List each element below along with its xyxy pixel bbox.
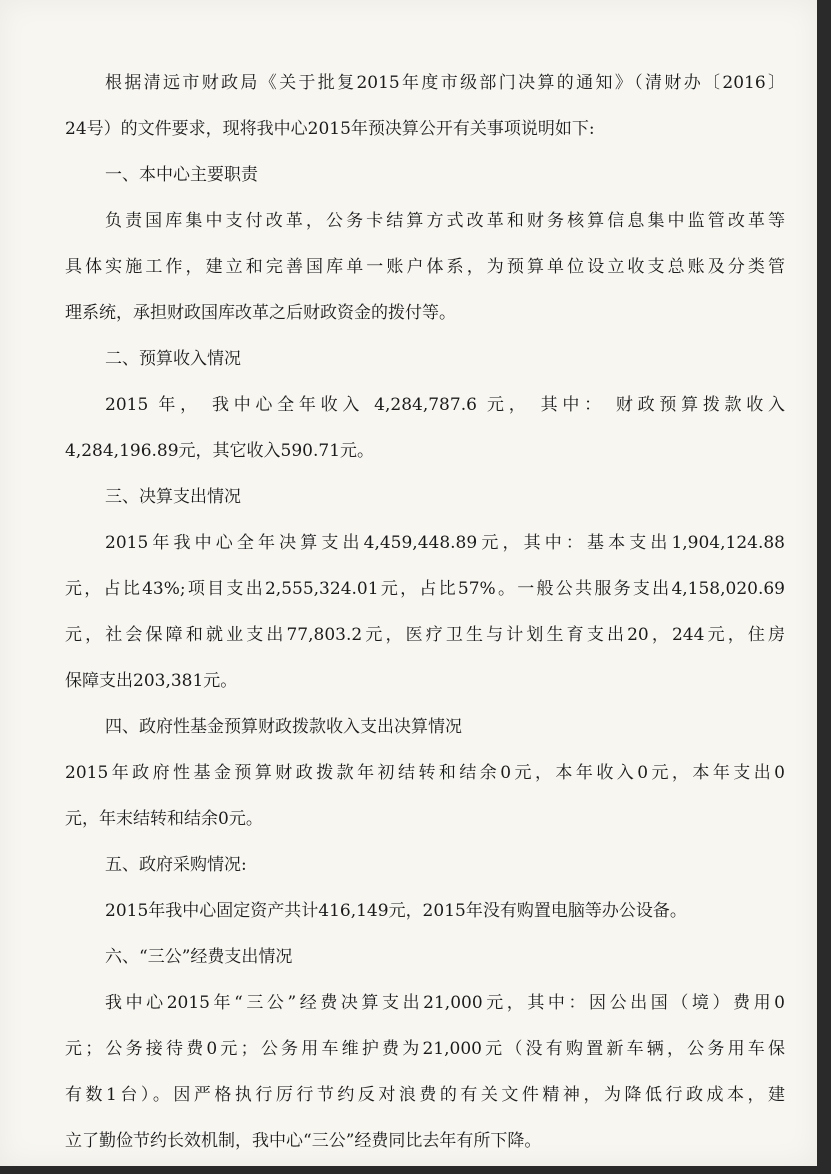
text-line: 4,284,196.89元，其它收入590.71元。 (65, 441, 375, 461)
text-line: 2015年政府性基金预算财政拨款年初结转和结余0元，本年收入0元，本年支出0 (65, 763, 785, 783)
text-line: 2015年我中心固定资产共计416,149元，2015年没有购置电脑等办公设备。 (105, 901, 687, 921)
text-line: 我中心2015年“三公”经费决算支出21,000元，其中：因公出国（境）费用0 (105, 993, 785, 1013)
text-line: 理系统，承担财政国库改革之后财政资金的拨付等。 (65, 303, 456, 323)
text-line: 有数1台）。因严格执行厉行节约反对浪费的有关文件精神，为降低行政成本，建 (65, 1085, 785, 1105)
text-line: 元，社会保障和就业支出77,803.2元，医疗卫生与计划生育支出20，244元，住房 (65, 625, 785, 645)
text-line: 保障支出203,381元。 (65, 671, 238, 691)
section-heading: 二、预算收入情况 (105, 349, 241, 369)
text-line: 2015年我中心全年决算支出4,459,448.89元，其中：基本支出1,904,124.88 (105, 533, 785, 553)
text-line: 元；公务接待费0元；公务用车维护费为21,000元（没有购置新车辆，公务用车保 (65, 1039, 785, 1059)
section-heading: 三、决算支出情况 (105, 487, 241, 507)
text-line: 元，占比43%;项目支出2,555,324.01元，占比57%。一般公共服务支出4,158,020.69 (65, 579, 785, 599)
section-heading: 五、政府采购情况: (105, 855, 247, 875)
text-line: 立了勤俭节约长效机制，我中心“三公”经费同比去年有所下降。 (65, 1131, 542, 1151)
text-line: 具体实施工作，建立和完善国库单一账户体系，为预算单位设立收支总账及分类管 (65, 257, 785, 277)
text-line: 负责国库集中支付改革，公务卡结算方式改革和财务核算信息集中监管改革等 (105, 211, 785, 231)
text-line: 根据清远市财政局《关于批复2015年度市级部门决算的通知》（清财办〔2016〕 (105, 73, 785, 93)
text-line: 24号）的文件要求，现将我中心2015年预决算公开有关事项说明如下: (65, 119, 595, 139)
section-heading: 四、政府性基金预算财政拨款收入支出决算情况 (105, 717, 462, 737)
section-heading: 六、“三公”经费支出情况 (105, 947, 293, 967)
section-heading: 一、本中心主要职责 (105, 165, 258, 185)
document-body (65, 60, 785, 1164)
text-line: 元，年末结转和结余0元。 (65, 809, 263, 829)
text-line: 2015 年， 我中心全年收入 4,284,787.6 元， 其中： 财政预算拨款收入 (105, 395, 785, 415)
